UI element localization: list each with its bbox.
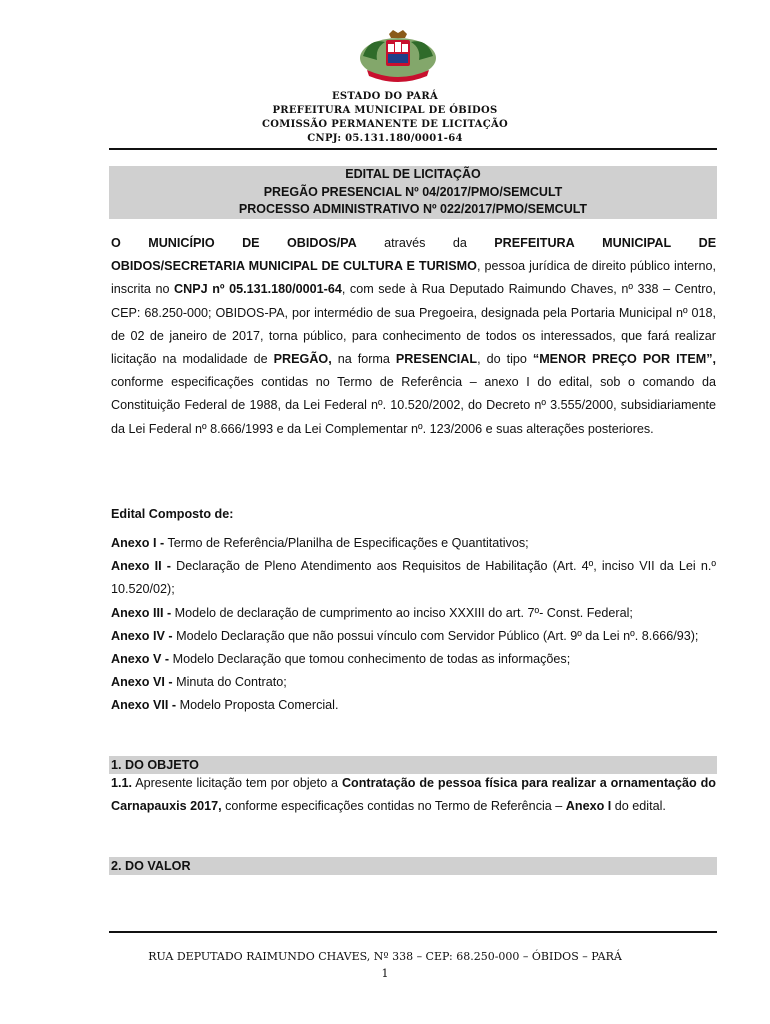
anexo-text: Minuta do Contrato;: [172, 675, 287, 690]
anexo-label: Anexo V -: [111, 652, 170, 667]
anexo-text: Modelo Proposta Comercial.: [176, 698, 339, 713]
anexo-reference: Anexo I: [565, 799, 612, 814]
letterhead: [0, 90, 770, 146]
intro-word: através: [384, 236, 426, 250]
anexo-item: [111, 671, 716, 694]
section-2-heading: [109, 857, 717, 875]
footer-divider: [109, 931, 717, 933]
intro-word: DE: [698, 236, 717, 250]
intro-first-line: [111, 232, 716, 255]
modalidade: PREGÃO,: [273, 352, 332, 367]
intro-body: [111, 255, 716, 441]
intro-word: MUNICIPAL: [602, 236, 672, 250]
composto-title: Edital Composto de:: [111, 507, 234, 521]
edital-title-box: [109, 166, 717, 219]
forma: PRESENCIAL: [395, 352, 478, 367]
secretaria-name: OBIDOS/SECRETARIA MUNICIPAL DE CULTURA E TURISMO: [111, 259, 477, 274]
page-number: 1: [381, 967, 389, 980]
letterhead-prefeitura: PREFEITURA MUNICIPAL DE ÓBIDOS: [272, 105, 498, 116]
intro-text: na forma: [331, 352, 396, 367]
anexo-text: Modelo Declaração que não possui vínculo com Servidor Público (Art. 9º da Lei nº. 8.666/93);: [172, 628, 699, 643]
anexo-label: Anexo VII -: [111, 698, 177, 713]
anexo-item: [111, 625, 716, 648]
pregao-title: PREGÃO PRESENCIAL Nº 04/2017/PMO/SEMCULT: [263, 184, 563, 199]
anexo-text: Declaração de Pleno Atendimento aos Requisitos de Habilitação (Art. 4º, inciso VII da Lei n.º 10.520/02);: [111, 559, 716, 597]
municipal-coat-of-arms-logo: [355, 26, 441, 86]
intro-word: DE: [242, 236, 260, 250]
section-2-title: 2. DO VALOR: [111, 859, 191, 873]
section-1-text: Apresente licitação tem por objeto a: [132, 776, 342, 790]
anexo-item: [111, 555, 716, 601]
anexo-text: Modelo de declaração de cumprimento ao inciso XXXIII do art. 7º- Const. Federal;: [171, 605, 633, 620]
anexo-label: Anexo VI -: [111, 675, 173, 690]
intro-word: O: [111, 236, 121, 250]
intro-word: MUNICÍPIO: [148, 236, 215, 250]
letterhead-comissao: COMISSÃO PERMANENTE DE LICITAÇÃO: [261, 119, 509, 130]
letterhead-state: ESTADO DO PARÁ: [331, 91, 439, 102]
intro-text: , pessoa jurídica de direito público interno, inscrita no: [111, 259, 716, 297]
anexo-item: [111, 532, 716, 555]
cnpj-text: CNPJ nº 05.131.180/0001-64: [174, 282, 342, 297]
item-number: 1.1.: [111, 776, 133, 790]
letterhead-cnpj: CNPJ: 05.131.180/0001-64: [307, 133, 463, 144]
page-footer: [0, 948, 770, 982]
anexo-text: Modelo Declaração que tomou conhecimento de todas as informações;: [169, 652, 571, 667]
anexo-label: Anexo I -: [111, 536, 165, 550]
section-1-paragraph: [111, 772, 716, 818]
objeto-text: Contratação de pessoa física para realizar a ornamentação do Carnapauxis 2017,: [111, 776, 717, 814]
section-1-title: 1. DO OBJETO: [111, 758, 199, 772]
intro-word: OBIDOS/PA: [286, 236, 357, 250]
header-divider: [109, 148, 717, 150]
anexo-item: [111, 648, 716, 671]
intro-text: , do tipo: [477, 352, 533, 367]
processo-title: PROCESSO ADMINISTRATIVO Nº 022/2017/PMO/SEMCULT: [238, 202, 588, 216]
anexo-text: Termo de Referência/Planilha de Especificações e Quantitativos;: [164, 536, 529, 550]
composto-heading: [111, 503, 716, 526]
anexo-item: [111, 602, 716, 625]
tipo: “MENOR PREÇO POR ITEM”,: [532, 352, 717, 367]
intro-word: PREFEITURA: [494, 236, 575, 250]
section-1-text: conforme especificações contidas no Termo de Referência –: [221, 799, 566, 814]
intro-text: , com sede à Rua Deputado Raimundo Chaves, nº 338 – Centro, CEP: 68.250-000; OBIDOS-PA, por intermédio de sua Pregoeira, designada pela Portaria Municipal nº 018, de 02 de janeiro de 2017, torna público, para conhecimento de todos os interessados, que fará realizar licitação na modalidade de: [111, 282, 716, 367]
section-1-text: do edital.: [611, 799, 666, 814]
anexo-label: Anexo II -: [111, 559, 171, 574]
anexos-list: [111, 532, 716, 718]
intro-word: da: [452, 236, 467, 250]
edital-title: EDITAL DE LICITAÇÃO: [345, 167, 481, 181]
intro-paragraph: [111, 232, 716, 441]
anexo-label: Anexo IV -: [111, 628, 173, 643]
anexo-label: Anexo III -: [111, 605, 172, 620]
anexo-item: [111, 694, 716, 717]
footer-address: RUA DEPUTADO RAIMUNDO CHAVES, Nº 338 – CEP: 68.250-000 – ÓBIDOS – PARÁ: [148, 950, 622, 963]
intro-text: conforme especificações contidas no Termo de Referência – anexo I do edital, sob o comando da Constituição Federal de 1988, da Lei Federal nº. 10.520/2002, do Decreto nº 3.555/2000, subsidiariamente da Lei Federal nº 8.666/1993 e da Lei Complementar nº. 123/2006 e suas alterações posteriores.: [111, 375, 716, 436]
